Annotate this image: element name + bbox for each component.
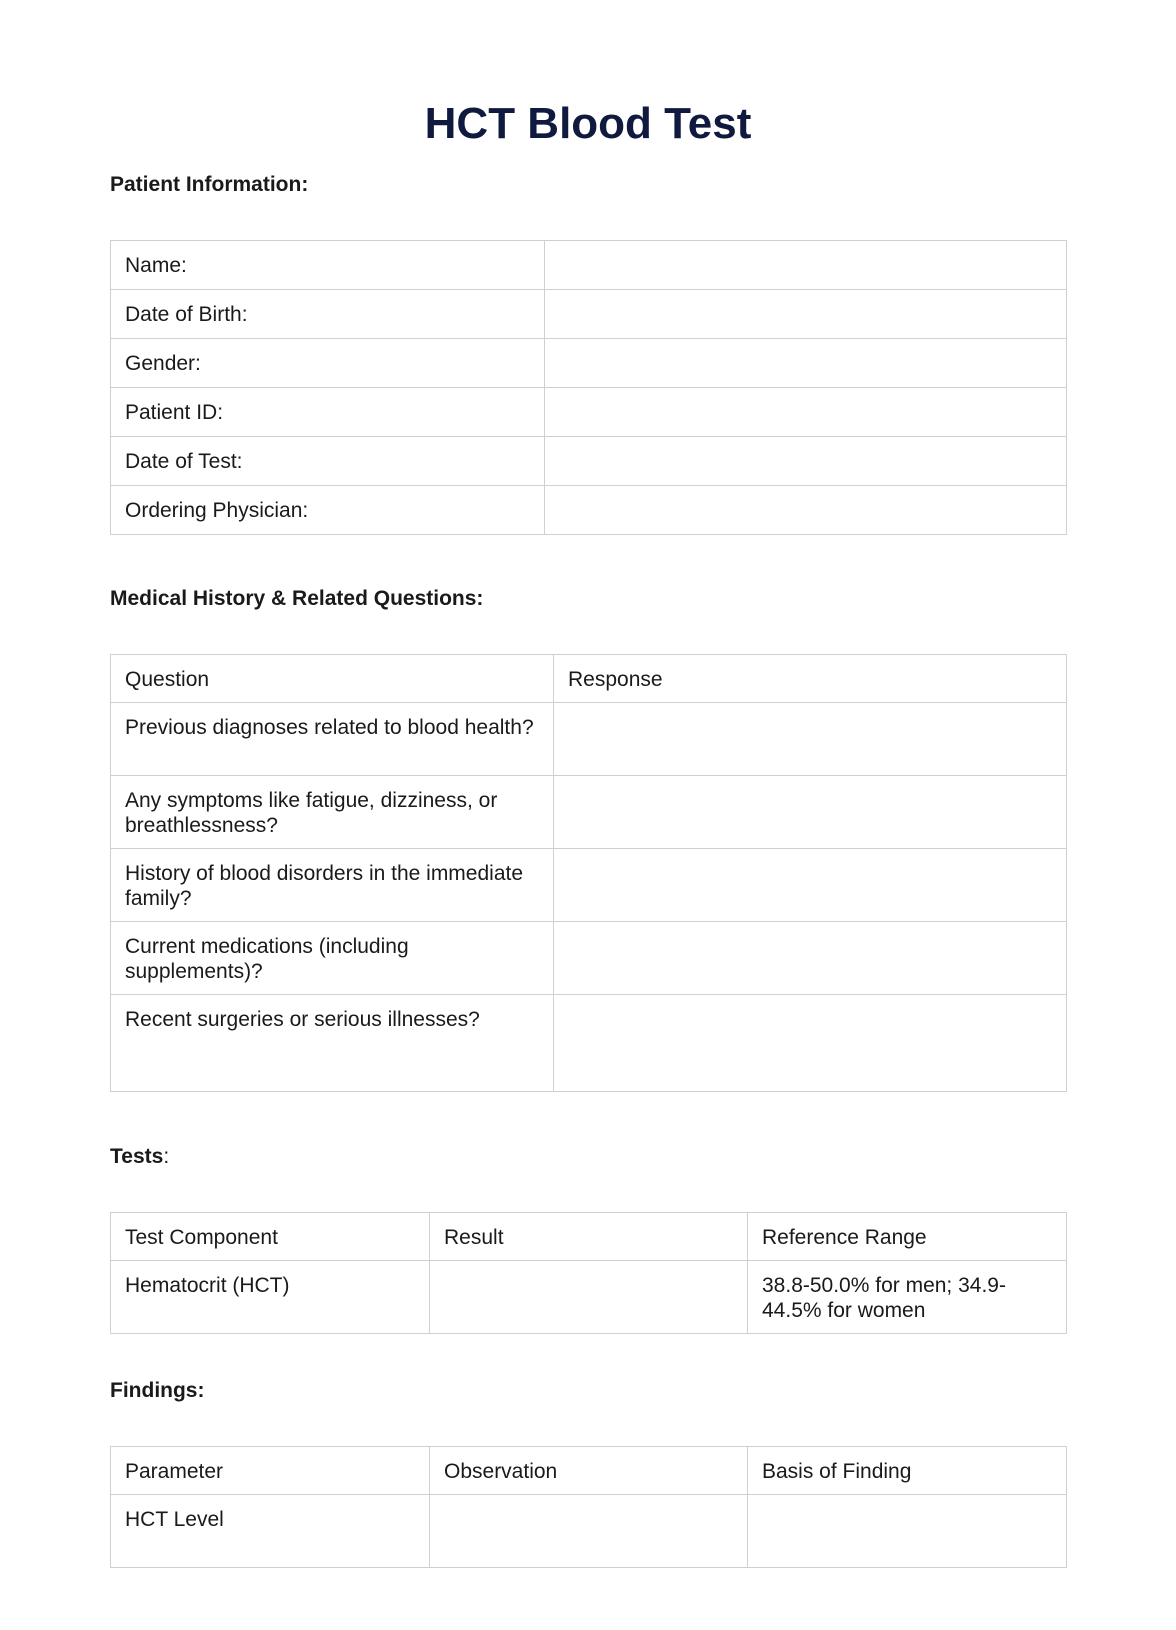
column-header-observation: Observation [430,1447,748,1495]
table-header-row [111,1213,1067,1261]
tests-heading-text: Tests [110,1145,164,1168]
response-field[interactable] [554,776,1067,849]
date-of-test-field[interactable] [545,437,1067,486]
field-label: Date of Birth: [111,290,545,339]
column-header-reference-range: Reference Range [748,1213,1067,1261]
basis-of-finding-field[interactable] [748,1495,1067,1568]
gender-field[interactable] [545,339,1067,388]
column-header-parameter: Parameter [111,1447,430,1495]
table-row [111,339,1067,388]
response-field[interactable] [554,849,1067,922]
table-row [111,1261,1067,1334]
field-label: Date of Test: [111,437,545,486]
ordering-physician-field[interactable] [545,486,1067,535]
table-row [111,703,1067,776]
result-field[interactable] [430,1261,748,1334]
field-label: Name: [111,241,545,290]
column-header-result: Result [430,1213,748,1261]
medical-history-heading: Medical History & Related Questions: [110,587,484,610]
field-label: Gender: [111,339,545,388]
medical-history-table [110,654,1067,1092]
reference-range-cell: 38.8-50.0% for men; 34.9-44.5% for women [748,1261,1067,1334]
column-header-test-component: Test Component [111,1213,430,1261]
question-cell: Previous diagnoses related to blood health? [111,703,554,776]
findings-table [110,1446,1067,1568]
findings-heading: Findings: [110,1379,205,1402]
tests-heading [110,1144,169,1170]
question-cell: Current medications (including supplements)? [111,922,554,995]
field-label: Patient ID: [111,388,545,437]
column-header-question: Question [111,655,554,703]
table-row [111,776,1067,849]
table-row [111,995,1067,1092]
response-field[interactable] [554,995,1067,1092]
observation-field[interactable] [430,1495,748,1568]
table-header-row [111,655,1067,703]
document-title: HCT Blood Test [424,99,752,148]
patient-information-table [110,240,1067,535]
table-row [111,1495,1067,1568]
table-row [111,849,1067,922]
name-field[interactable] [545,241,1067,290]
tests-heading-colon: : [163,1145,170,1168]
patient-id-field[interactable] [545,388,1067,437]
parameter-cell: HCT Level [111,1495,430,1568]
field-label: Ordering Physician: [111,486,545,535]
date-of-birth-field[interactable] [545,290,1067,339]
table-row [111,922,1067,995]
column-header-response: Response [554,655,1067,703]
test-component-cell: Hematocrit (HCT) [111,1261,430,1334]
patient-information-heading: Patient Information: [110,173,309,196]
response-field[interactable] [554,922,1067,995]
table-row [111,437,1067,486]
table-row [111,241,1067,290]
response-field[interactable] [554,703,1067,776]
table-header-row [111,1447,1067,1495]
question-cell: Recent surgeries or serious illnesses? [111,995,554,1092]
table-row [111,290,1067,339]
question-cell: History of blood disorders in the immediate family? [111,849,554,922]
table-row [111,388,1067,437]
question-cell: Any symptoms like fatigue, dizziness, or breathlessness? [111,776,554,849]
table-row [111,486,1067,535]
tests-table [110,1212,1067,1334]
column-header-basis-of-finding: Basis of Finding [748,1447,1067,1495]
